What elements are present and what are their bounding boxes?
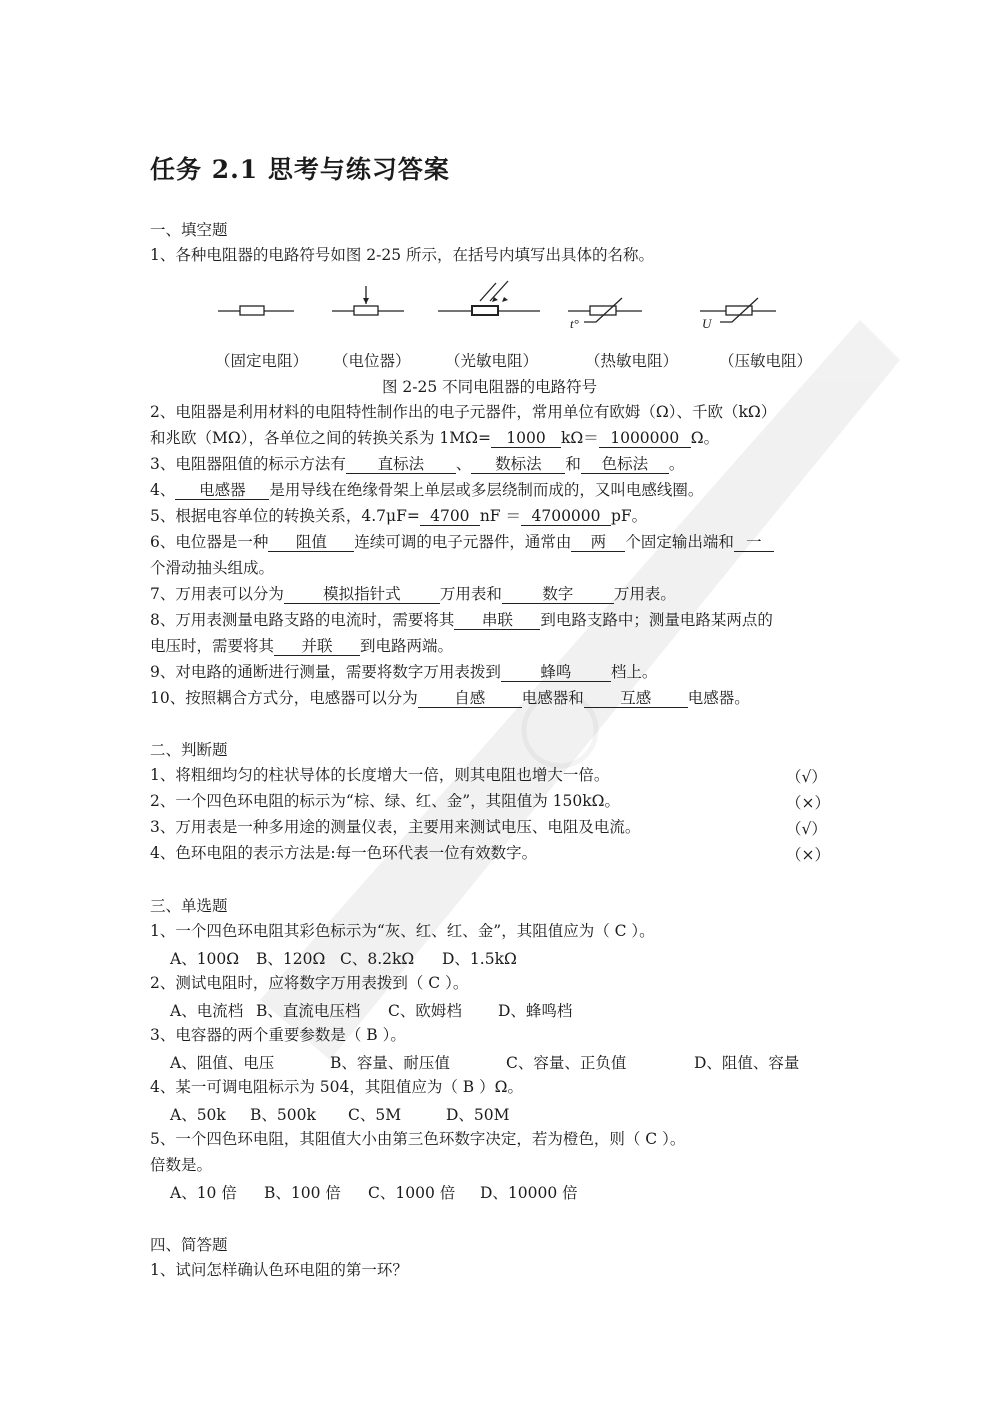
section-judge-heading: 二、判断题 [150,741,228,759]
answer-blank: 4700 [420,508,480,526]
judge-answer-1: （√） [786,768,827,786]
figure-caption: 图 2-25 不同电阻器的电路符号 [382,378,598,396]
answer-blank: 色标法 [581,456,669,474]
symbol-label-potentiometer: （电位器） [333,352,411,370]
single-question-4: 4、某一可调电阻标示为 504，其阻值应为（ B ）Ω。 [150,1078,523,1096]
symbol-label-fixed: （固定电阻） [215,352,309,370]
single-question-1: 1、一个四色环电阻其彩色标示为“灰、红、红、金”，其阻值应为（ C ）。 [150,922,655,940]
fill-question-6-line-1: 6、电位器是一种 阻值 连续可调的电子元器件，通常由 两 个固定输出端和 一 [150,532,774,552]
answer-blank: 串联 [454,612,540,630]
fill-question-1: 1、各种电阻器的电路符号如图 2-25 所示，在括号内填写出具体的名称。 [150,246,655,264]
section-short-heading: 四、简答题 [150,1236,228,1254]
thermistor-t-label: t° [570,316,579,331]
answer-blank: 自感 [418,690,522,708]
resistor-symbols-figure [210,278,790,338]
varistor-u-label: U [702,316,712,331]
fill-question-4: 4、 电感器 是用导线在绝缘骨架上单层或多层绕制而成的，又叫电感线圈。 [150,481,704,499]
fill-question-9: 9、对电路的通断进行测量，需要将数字万用表拨到 蜂鸣 档上。 [150,663,658,681]
section-fill-heading: 一、填空题 [150,221,228,239]
fill-question-10: 10、按照耦合方式分，电感器可以分为 自感 电感器和 互感 电感器。 [150,689,750,707]
symbol-label-thermistor: （热敏电阻） [585,352,679,370]
fill-question-2-line-1: 2、电阻器是利用材料的电阻特性制作出的电子元器件，常用单位有欧姆（Ω）、千欧（kΩ） [150,403,777,421]
answer-blank: 数标法 [471,456,565,474]
judge-question-2: 2、一个四色环电阻的标示为“棕、绿、红、金”，其阻值为 150kΩ。 [150,792,620,810]
judge-answer-3: （√） [786,820,827,838]
fill-question-8-line-2: 电压时，需要将其 并联 到电路两端。 [150,637,454,655]
answer-blank: 一 [734,534,774,552]
answer-blank: 并联 [274,638,360,656]
fill-question-8-line-1: 8、万用表测量电路支路的电流时，需要将其 串联 到电路支路中；测量电路某两点的 [150,611,773,629]
answer-blank: 模拟指针式 [284,586,440,604]
answer-blank: 1000 [491,430,561,448]
single-options-2: A、电流档 B、直流电压档 C、欧姆档 D、蜂鸣档 [170,1002,573,1020]
fill-question-2-line-2: 和兆欧（MΩ），各单位之间的转换关系为 1MΩ= 1000 kΩ＝ 1000000 Ω。 [150,429,720,447]
fill-question-7: 7、万用表可以分为 模拟指针式 万用表和 数字 万用表。 [150,585,676,603]
single-question-3: 3、电容器的两个重要参数是（ B ）。 [150,1026,406,1044]
judge-question-4: 4、色环电阻的表示方法是:每一色环代表一位有效数字。 [150,844,538,862]
answer-blank: 4700000 [521,508,611,526]
answer-blank: 直标法 [346,456,456,474]
short-question-1: 1、试问怎样确认色环电阻的第一环？ [150,1261,408,1279]
judge-answer-2: （×） [786,794,830,812]
answer-blank: 两 [571,534,625,552]
fill-question-3: 3、电阻器阻值的标示方法有 直标法 、 数标法 和 色标法 。 [150,455,685,473]
single-question-2: 2、测试电阻时，应将数字万用表拨到（ C ）。 [150,974,469,992]
symbol-label-varistor: （压敏电阻） [719,352,813,370]
single-options-4: A、50k B、500k C、5M D、50M [170,1106,510,1124]
fill-question-6-line-2: 个滑动抽头组成。 [150,559,275,577]
single-question-5-line-2: 倍数是。 [150,1156,213,1174]
judge-question-3: 3、万用表是一种多用途的测量仪表，主要用来测试电压、电阻及电流。 [150,818,641,836]
answer-blank: 蜂鸣 [501,664,611,682]
section-single-heading: 三、单选题 [150,897,228,915]
fill-question-5: 5、根据电容单位的转换关系，4.7μF= 4700 nF ＝ 4700000 pF。 [150,507,648,525]
symbol-label-photoresistor: （光敏电阻） [445,352,539,370]
judge-answer-4: （×） [786,846,830,864]
single-options-1: A、100Ω B、120Ω C、8.2kΩ D、1.5kΩ [170,950,517,968]
answer-blank: 互感 [584,690,688,708]
single-question-5: 5、一个四色环电阻，其阻值大小由第三色环数字决定，若为橙色，则（ C ）。 [150,1130,686,1148]
page-title: 任务 2.1 思考与练习答案 [150,155,450,184]
answer-blank: 阻值 [268,534,354,552]
single-options-3: A、阻值、电压 B、容量、耐压值 C、容量、正负值 D、阻值、容量 [170,1054,800,1072]
judge-question-1: 1、将粗细均匀的柱状导体的长度增大一倍，则其电阻也增大一倍。 [150,766,610,784]
single-options-5: A、10 倍 B、100 倍 C、1000 倍 D、10000 倍 [170,1184,578,1202]
answer-blank: 电感器 [175,482,269,500]
answer-blank: 1000000 [599,430,691,448]
answer-blank: 数字 [502,586,614,604]
